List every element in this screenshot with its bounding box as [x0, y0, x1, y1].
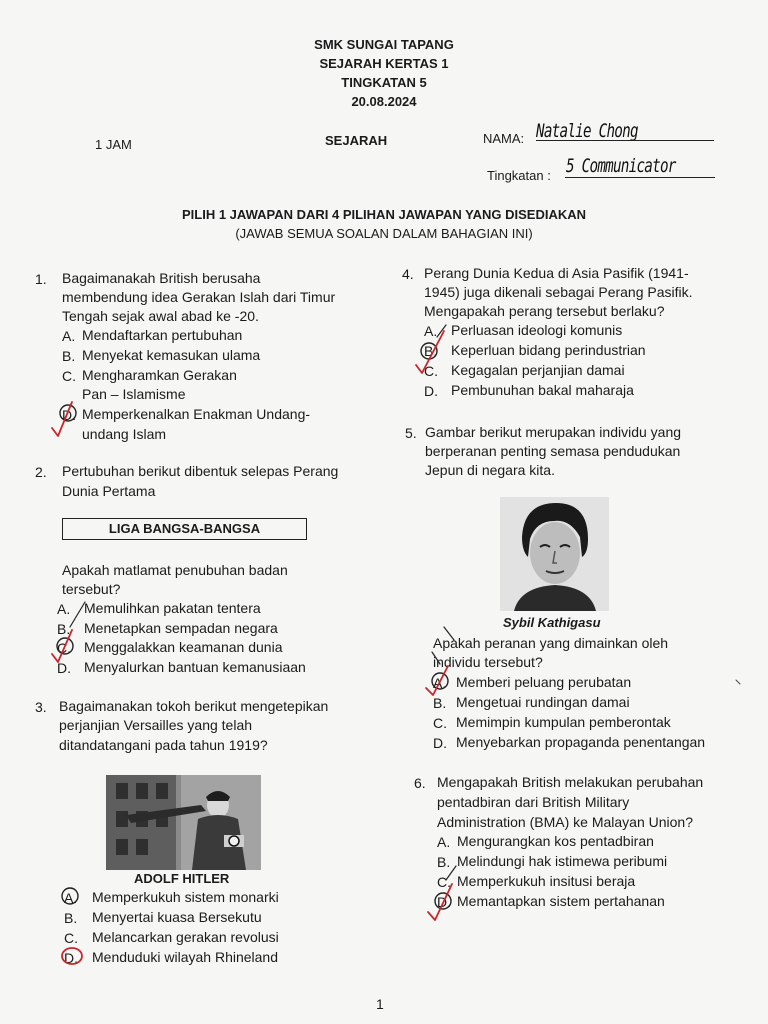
q3-option-b[interactable]: Menyertai kuasa Bersekutu: [92, 909, 262, 925]
name-value: Natalie Chong: [536, 120, 638, 142]
q2-option-a[interactable]: Memulihkan pakatan tentera: [84, 600, 261, 616]
q3-option-d-letter: D.: [64, 950, 78, 966]
q5-option-d[interactable]: Menyebarkan propaganda penentangan: [456, 734, 706, 750]
instruction-sub: (JAWAB SEMUA SOALAN DALAM BAHAGIAN INI): [235, 226, 533, 241]
q5-line-1: Gambar berikut merupakan individu yang: [425, 424, 682, 440]
q4-option-d-letter: D.: [424, 383, 438, 399]
q4-pen-stroke: [437, 325, 446, 337]
school-name: SMK SUNGAI TAPANG: [314, 37, 454, 52]
q3-option-a[interactable]: Memperkukuh sistem monarki: [92, 889, 279, 905]
duration: 1 JAM: [95, 137, 132, 152]
q4-option-d[interactable]: Pembunuhan bakal maharaja: [451, 382, 634, 398]
q5-option-c-letter: C.: [433, 715, 447, 731]
hitler-caption: ADOLF HITLER: [134, 871, 230, 886]
page-number: 1: [376, 996, 384, 1012]
sybil-photo: [500, 497, 609, 611]
q4-option-b-letter: B.: [424, 343, 438, 359]
q2-line-1: Pertubuhan berikut dibentuk selepas Perang: [62, 463, 339, 479]
q1-option-d[interactable]: Memperkenalkan Enakman Undang-: [82, 406, 311, 422]
q5-option-d-letter: D.: [433, 735, 447, 751]
q6-line-3: Administration (BMA) ke Malayan Union?: [437, 814, 693, 830]
q1-line-1: Bagaimanakah British berusaha: [62, 270, 261, 286]
q6-option-a-letter: A.: [437, 834, 451, 850]
q5-option-b[interactable]: Mengetuai rundingan damai: [456, 694, 630, 710]
instruction-main: PILIH 1 JAWAPAN DARI 4 PILIHAN JAWAPAN YANG DISEDIAKAN: [181, 207, 587, 222]
q1-option-a[interactable]: Mendaftarkan pertubuhan: [82, 327, 243, 343]
q2-number: 2.: [35, 464, 47, 480]
q3-option-a-letter: A.: [64, 890, 78, 906]
q3-line-3: ditandatangani pada tahun 1919?: [59, 737, 268, 753]
q1-option-b[interactable]: Menyekat kemasukan ulama: [82, 347, 261, 363]
q2-option-d[interactable]: Menyalurkan bantuan kemanusiaan: [84, 659, 306, 675]
q6-number: 6.: [414, 775, 426, 791]
q2-option-c-letter: C.: [57, 640, 71, 656]
q1-option-d-letter: D.: [62, 407, 76, 423]
q4-option-b[interactable]: Keperluan bidang perindustrian: [451, 342, 646, 358]
q5-number: 5.: [405, 425, 417, 441]
q4-option-c-letter: C.: [424, 363, 438, 379]
q1-option-c-letter: C.: [62, 368, 76, 384]
q5-after-1: Apakah peranan yang dimainkan oleh: [433, 635, 669, 651]
q3-line-1: Bagaimanakan tokoh berikut mengetepikan: [59, 698, 329, 714]
q6-option-d-letter: D.: [437, 894, 451, 910]
q3-option-c[interactable]: Melancarkan gerakan revolusi: [92, 929, 279, 945]
q4-line-2: 1945) juga dikenali sebagai Perang Pasifik.: [424, 284, 693, 300]
class-value: 5 Communicator: [566, 155, 676, 177]
q3-option-b-letter: B.: [64, 910, 78, 926]
q2-option-d-letter: D.: [57, 660, 71, 676]
q5-option-b-letter: B.: [433, 695, 447, 711]
q2-pen-stroke: [70, 602, 85, 627]
class-line: [565, 177, 715, 178]
q1-line-2: membendung idea Gerakan Islah dari Timur: [62, 289, 336, 305]
q6-option-d[interactable]: Memantapkan sistem pertahanan: [457, 893, 665, 909]
q2-after-2: tersebut?: [62, 581, 121, 597]
q2-option-b-letter: B.: [57, 621, 71, 637]
q5-line-3: Jepun di negara kita.: [425, 462, 555, 478]
q1-option-a-letter: A.: [62, 328, 76, 344]
q3-number: 3.: [35, 699, 47, 715]
q2-line-2: Dunia Pertama: [62, 483, 156, 499]
subject: SEJARAH: [325, 133, 388, 148]
q4-line-3: Mengapakah perang tersebut berlaku?: [424, 303, 665, 319]
q1-number: 1.: [35, 271, 47, 287]
q6-option-c[interactable]: Memperkukuh insitusi beraja: [457, 873, 636, 889]
stray-mark: [736, 680, 740, 684]
q3-option-c-letter: C.: [64, 930, 78, 946]
q4-option-a-letter: A.: [424, 323, 438, 339]
q6-line-2: pentadbiran dari British Military: [437, 794, 630, 810]
q5-option-a-letter: A.: [433, 675, 447, 691]
q3-option-d[interactable]: Menduduki wilayah Rhineland: [92, 949, 279, 965]
q5-after-2: individu tersebut?: [433, 654, 543, 670]
q2-option-a-letter: A.: [57, 601, 71, 617]
class-label: Tingkatan :: [487, 168, 551, 183]
name-label: NAMA:: [483, 131, 525, 146]
q4-number: 4.: [402, 266, 414, 282]
q4-option-a[interactable]: Perluasan ideologi komunis: [451, 322, 623, 338]
hitler-photo: [106, 775, 261, 870]
q1-option-b-letter: B.: [62, 348, 76, 364]
q4-line-1: Perang Dunia Kedua di Asia Pasifik (1941-: [424, 265, 689, 281]
q2-option-b[interactable]: Menetapkan sempadan negara: [84, 620, 278, 636]
q4-option-c[interactable]: Kegagalan perjanjian damai: [451, 362, 625, 378]
q2-option-c[interactable]: Menggalakkan keamanan dunia: [84, 639, 283, 655]
q6-option-b[interactable]: Melindungi hak istimewa peribumi: [457, 853, 668, 869]
paper-title: SEJARAH KERTAS 1: [319, 56, 449, 71]
form-level: TINGKATAN 5: [341, 75, 427, 90]
q5-option-c[interactable]: Memimpin kumpulan pemberontak: [456, 714, 671, 730]
q1-line-3: Tengah sejak awal abad ke -20.: [62, 308, 259, 324]
q1-option-c[interactable]: Mengharamkan Gerakan: [82, 367, 237, 383]
exam-date: 20.08.2024: [351, 94, 417, 109]
q6-option-a[interactable]: Mengurangkan kos pentadbiran: [457, 833, 654, 849]
q5-line-2: berperanan penting semasa pendudukan: [425, 443, 681, 459]
q6-line-1: Mengapakah British melakukan perubahan: [437, 774, 704, 790]
q2-boxed-term: LIGA BANGSA-BANGSA: [62, 518, 307, 540]
sybil-caption: Sybil Kathigasu: [503, 615, 601, 630]
q5-option-a[interactable]: Memberi peluang perubatan: [456, 674, 632, 690]
sybil-photo-illustration: [500, 497, 609, 611]
q1-option-c-cont: Pan – Islamisme: [82, 386, 186, 402]
hitler-photo-illustration: [106, 775, 261, 870]
q6-option-c-letter: C.: [437, 874, 451, 890]
q6-option-b-letter: B.: [437, 854, 451, 870]
q3-line-2: perjanjian Versailles yang telah: [59, 717, 253, 733]
q1-option-d-cont: undang Islam: [82, 426, 167, 442]
name-line: [536, 140, 714, 141]
q2-after-1: Apakah matlamat penubuhan badan: [62, 562, 288, 578]
